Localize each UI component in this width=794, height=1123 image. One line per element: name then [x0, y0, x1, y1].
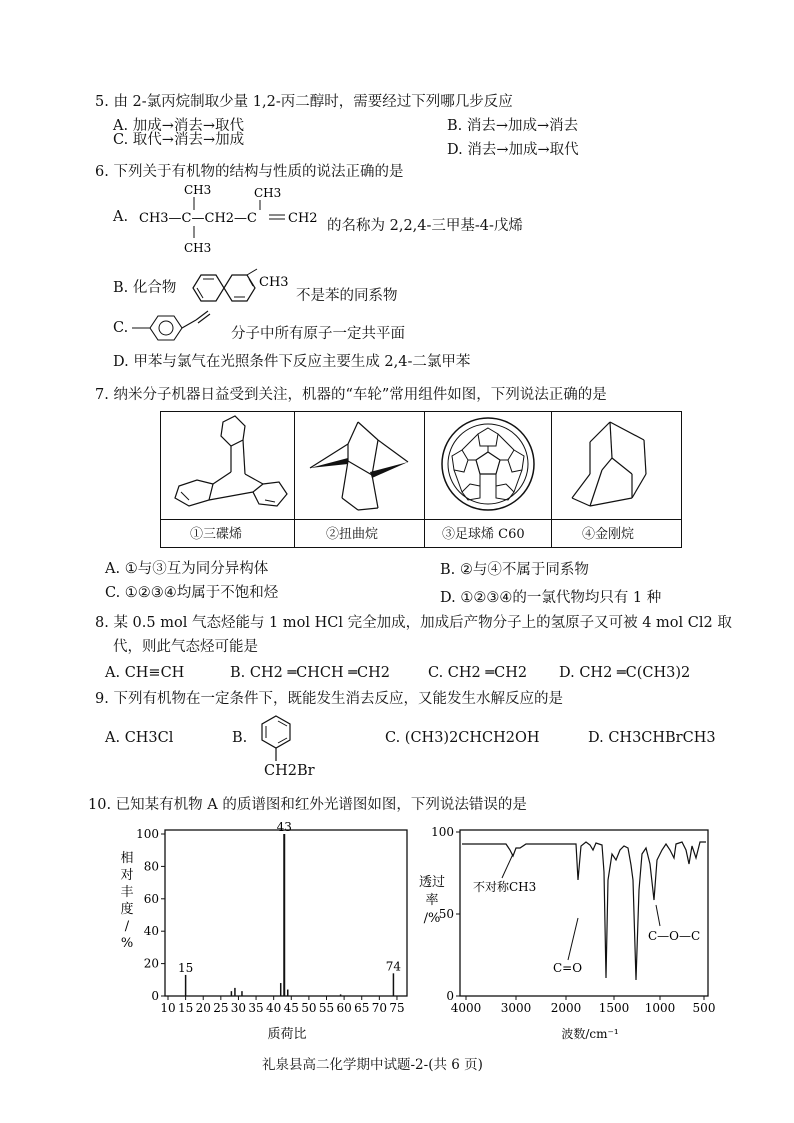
- ms-y-tick-label: 40: [143, 924, 159, 939]
- caption-adamantane: ④金刚烷: [582, 527, 635, 542]
- q7-option-c: C. ①②③④均属于不饱和烃: [105, 585, 279, 601]
- q9-option-a: A. CH3Cl: [105, 730, 174, 746]
- ms-y-tick-label: 0: [151, 989, 159, 1003]
- q7-option-a: A. ①与③互为同分异构体: [105, 561, 269, 577]
- q8-option-b: B. CH2 ═CHCH ═CH2: [230, 665, 390, 681]
- caption-c60: ③足球烯 C60: [442, 527, 525, 542]
- q6-a-main-right: CH2: [288, 211, 318, 226]
- naphthalene-ch3-label: CH3: [259, 275, 289, 290]
- q8-option-c: C. CH2 ═CH2: [428, 665, 528, 681]
- ms-y-label-char: %: [120, 936, 134, 951]
- ir-x-axis-label: 波数/cm⁻¹: [561, 1027, 619, 1041]
- ms-x-tick-label: 35: [248, 1001, 264, 1015]
- ms-x-tick-label: 60: [336, 1001, 352, 1015]
- ms-y-label-char: /: [124, 919, 130, 934]
- mass-spectrum-chart: [115, 820, 425, 1042]
- ir-x-ticks: [451, 996, 716, 1015]
- q5-option-c: C. 取代→消去→加成: [113, 132, 245, 148]
- q7-option-d: D. ①②③④的一氯代物均只有 1 种: [440, 590, 662, 606]
- ms-peak-label: 15: [177, 960, 194, 975]
- q8-option-a: A. CH≡CH: [105, 665, 185, 681]
- ms-y-tick-label: 20: [143, 956, 159, 971]
- ms-x-tick-label: 25: [213, 1001, 229, 1015]
- ms-x-ticks: [160, 996, 404, 1015]
- q5-stem: 5. 由 2-氯丙烷制取少量 1,2-丙二醇时，需要经过下列哪几步反应: [95, 94, 513, 110]
- ms-peak-label: 74: [385, 959, 402, 974]
- ir-y-label-line: 率: [425, 893, 439, 908]
- ms-y-label-char: 相: [120, 851, 134, 866]
- ms-y-label-char: 对: [120, 868, 134, 883]
- ir-spectrum-chart: [418, 820, 718, 1042]
- ir-x-tick-label: 1500: [598, 1001, 630, 1015]
- page-footer: 礼泉县高二化学期中试题-2-(共 6 页): [262, 1057, 483, 1073]
- q5-option-a: A. 加成→消去→取代: [113, 118, 244, 134]
- styrene-derivative-structure: [128, 308, 228, 344]
- q6-option-a-text: 的名称为 2,2,4-三甲基-4-戊烯: [327, 218, 523, 234]
- ms-x-tick-label: 75: [389, 1001, 405, 1015]
- ms-y-ticks: [136, 827, 165, 1003]
- q5-option-b: B. 消去→加成→消去: [447, 118, 579, 134]
- adamantane-structure: [560, 418, 676, 514]
- q6-a-main-left: CH3—C—CH2—C: [139, 211, 258, 226]
- ms-x-tick-label: 45: [283, 1001, 299, 1015]
- q6-option-b-prefix: B. 化合物: [113, 280, 177, 296]
- ir-x-tick-label: 3000: [500, 1001, 532, 1015]
- q6-option-a-prefix: A.: [113, 209, 129, 225]
- ms-x-tick-label: 15: [177, 1001, 194, 1015]
- ms-x-tick-label: 20: [195, 1001, 211, 1015]
- ir-y-label-line: /%: [423, 911, 441, 926]
- ir-x-tick-label: 4000: [450, 1001, 482, 1015]
- q6-option-b-text: 不是苯的同系物: [296, 288, 398, 304]
- ms-x-tick-label: 40: [266, 1001, 282, 1015]
- q6-a-ch3-top2: CH3: [254, 186, 282, 200]
- q9-option-c: C. (CH3)2CHCH2OH: [385, 730, 540, 746]
- ms-y-tick-label: 60: [143, 891, 159, 906]
- c60-fullerene-structure: [430, 414, 546, 516]
- ms-y-label-char: 度: [120, 902, 134, 917]
- q8-stem-continued: 代，则此气态烃可能是: [113, 639, 258, 655]
- q9-option-b-prefix: B.: [232, 730, 248, 746]
- ir-x-tick-label: 2000: [550, 1001, 582, 1015]
- q6-option-c-text: 分子中所有原子一定共平面: [231, 326, 405, 342]
- q6-option-d: D. 甲苯与氯气在光照条件下反应主要生成 2,4-二氯甲苯: [113, 354, 471, 370]
- q6-option-a-structure: [136, 180, 336, 260]
- q6-stem: 6. 下列关于有机物的结构与性质的说法正确的是: [95, 164, 404, 180]
- q7-option-b: B. ②与④不属于同系物: [440, 562, 589, 578]
- ms-x-tick-label: 50: [301, 1001, 317, 1015]
- ir-y-label-line: 透过: [418, 875, 446, 890]
- ms-y-tick-label: 100: [136, 827, 159, 841]
- ir-annotation-coc: C—O—C: [648, 929, 701, 943]
- ms-x-tick-label: 30: [230, 1001, 247, 1015]
- caption-twistane: ②扭曲烷: [326, 527, 379, 542]
- caption-triptycene: ①三碟烯: [190, 527, 243, 542]
- triptycene-structure: [165, 414, 291, 516]
- ir-annotation-co: C=O: [553, 961, 583, 975]
- q10-stem: 10. 已知某有机物 A 的质谱图和红外光谱图如图，下列说法错误的是: [88, 797, 527, 813]
- ms-y-axis-label: [120, 850, 133, 951]
- q6-a-ch3-bottom: CH3: [184, 241, 212, 255]
- q6-option-c-prefix: C.: [113, 320, 129, 336]
- q8-stem: 8. 某 0.5 mol 气态烃能与 1 mol HCl 完全加成，加成后产物分子上的氢原子又可被 4 mol Cl2 取: [95, 615, 732, 631]
- ms-x-tick-label: 65: [354, 1001, 370, 1015]
- naphthalene-structure: [183, 268, 293, 308]
- q9-option-b-ch2br: CH2Br: [264, 763, 315, 779]
- twistane-structure: [298, 416, 422, 514]
- ms-x-tick-label: 10: [160, 1001, 176, 1015]
- benzyl-bromide-ring: [256, 713, 296, 763]
- ir-y-tick-label: 50: [438, 907, 454, 921]
- ms-y-tick-label: 80: [143, 859, 159, 874]
- ir-transmittance-line: [462, 842, 706, 980]
- ms-x-tick-label: 55: [318, 1001, 335, 1015]
- q8-option-d: D. CH2 ═C(CH3)2: [559, 665, 691, 681]
- ms-y-label-char: 丰: [120, 885, 134, 900]
- ir-annotation-ch3: 不对称CH3: [473, 880, 537, 894]
- ms-peak-label: 43: [276, 820, 292, 834]
- q6-a-ch3-top1: CH3: [184, 183, 212, 197]
- q7-stem: 7. 纳米分子机器日益受到关注，机器的“车轮”常用组件如图，下列说法正确的是: [95, 387, 607, 403]
- ir-x-tick-label: 1000: [644, 1001, 676, 1015]
- ms-x-axis-label: 质荷比: [267, 1027, 307, 1042]
- q5-option-d: D. 消去→加成→取代: [447, 142, 579, 158]
- q9-stem: 9. 下列有机物在一定条件下，既能发生消去反应，又能发生水解反应的是: [95, 691, 563, 707]
- ms-peaks: [178, 820, 401, 996]
- ir-x-tick-label: 500: [692, 1001, 716, 1015]
- q9-option-d: D. CH3CHBrCH3: [588, 730, 716, 746]
- ir-y-tick-label: 100: [431, 825, 454, 839]
- ir-y-tick-label: 0: [446, 989, 454, 1003]
- ms-x-tick-label: 70: [371, 1001, 387, 1015]
